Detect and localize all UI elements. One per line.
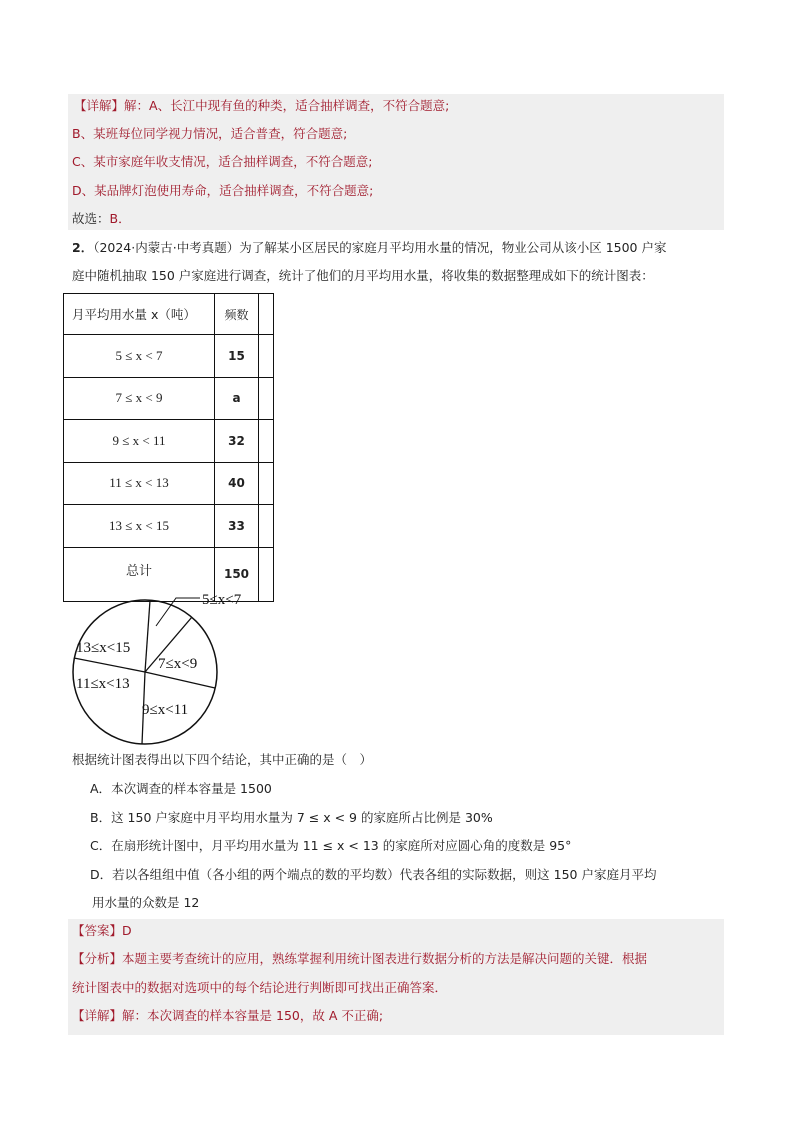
table-total-value: 150: [215, 547, 259, 602]
question-stem-line-2: 庭中随机抽取 150 户家庭进行调查，统计了他们的月平均用水量，将收集的数据整理成如下的统计图表：: [72, 268, 654, 283]
frequency-table: [63, 293, 274, 602]
detail-bottom-line: 【详解】解：本次调查的样本容量是 150，故 A 不正确;: [72, 1008, 384, 1023]
analysis-label: 【分析】: [72, 951, 123, 966]
table-row: [64, 335, 274, 378]
answer-label: 【答案】: [72, 923, 123, 938]
table-total-label: 总计: [64, 547, 215, 602]
table-cell-count: 32: [215, 420, 259, 463]
table-cell-count: 15: [215, 335, 259, 378]
table-header-count: 频数: [215, 294, 259, 335]
pie-label-13-15: 13≤x<15: [76, 640, 131, 656]
table-row: [64, 420, 274, 463]
pie-divider: [145, 601, 150, 673]
pie-divider: [145, 672, 215, 688]
table-header-range: 月平均用水量 x（吨）: [64, 294, 215, 335]
analysis-line-2: 统计图表中的数据对选项中的每个结论进行判断即可找出正确答案．: [72, 980, 448, 995]
table-cell-range: 7 ≤ x < 9: [64, 377, 215, 420]
question-stem-line-1: 2．（2024·内蒙古·中考真题）为了解某小区居民的家庭月平均用水量的情况，物业公司从该小区 1500 户家: [72, 240, 667, 255]
pie-label-9-11: 9≤x<11: [142, 702, 189, 718]
detail-label: 【详解】: [72, 1008, 123, 1023]
table-cell-range: 9 ≤ x < 11: [64, 420, 215, 463]
pie-label-7-9: 7≤x<9: [158, 656, 198, 672]
pie-label-11-13: 11≤x<13: [76, 676, 130, 692]
table-cell-range: 11 ≤ x < 13: [64, 462, 215, 505]
option-a: A．本次调查的样本容量是 1500: [90, 781, 272, 796]
table-row: [64, 377, 274, 420]
table-cell-range: 5 ≤ x < 7: [64, 335, 215, 378]
detail-line-5: 故选：B．: [72, 211, 131, 226]
table-cell-count: 40: [215, 462, 259, 505]
table-header-row: [64, 294, 274, 335]
pie-label-5-7: 5≤x<7: [202, 592, 242, 608]
answer-value: D: [122, 923, 132, 938]
answer-line: [72, 921, 132, 939]
detail-line-1: 【详解】解：A、长江中现有鱼的种类，适合抽样调查，不符合题意;: [74, 98, 450, 113]
pie-chart: [60, 588, 270, 748]
table-row: [64, 505, 274, 548]
table-cell-count: 33: [215, 505, 259, 548]
option-b: B．这 150 户家庭中月平均用水量为 7 ≤ x < 9 的家庭所占比例是 30%: [90, 810, 493, 825]
detail-line-2: B、某班每位同学视力情况，适合普查，符合题意;: [72, 126, 348, 141]
question-source: （2024·内蒙古·中考真题）: [93, 240, 240, 255]
question-number: 2．: [72, 240, 94, 255]
question-prompt: 根据统计图表得出以下四个结论，其中正确的是（ ）: [72, 752, 373, 767]
table-cell-count: a: [215, 377, 259, 420]
option-d-continued: 用水量的众数是 12: [92, 895, 200, 910]
option-c: C．在扇形统计图中，月平均用水量为 11 ≤ x < 13 的家庭所对应圆心角的度数是 95°: [90, 838, 572, 853]
pie-divider: [74, 658, 145, 672]
detail-label: 【详解】解：: [74, 98, 150, 113]
detail-line-4: D、某品牌灯泡使用寿命，适合抽样调查，不符合题意;: [72, 183, 374, 198]
detail-line-3: C、某市家庭年收支情况，适合抽样调查，不符合题意;: [72, 154, 373, 169]
analysis-line-1: 【分析】本题主要考查统计的应用，熟练掌握利用统计图表进行数据分析的方法是解决问题的关键．根据: [72, 951, 648, 966]
table-row: [64, 462, 274, 505]
option-d: D．若以各组组中值（各小组的两个端点的数的平均数）代表各组的实际数据，则这 150 户家庭月平均: [90, 867, 657, 882]
table-cell-range: 13 ≤ x < 15: [64, 505, 215, 548]
